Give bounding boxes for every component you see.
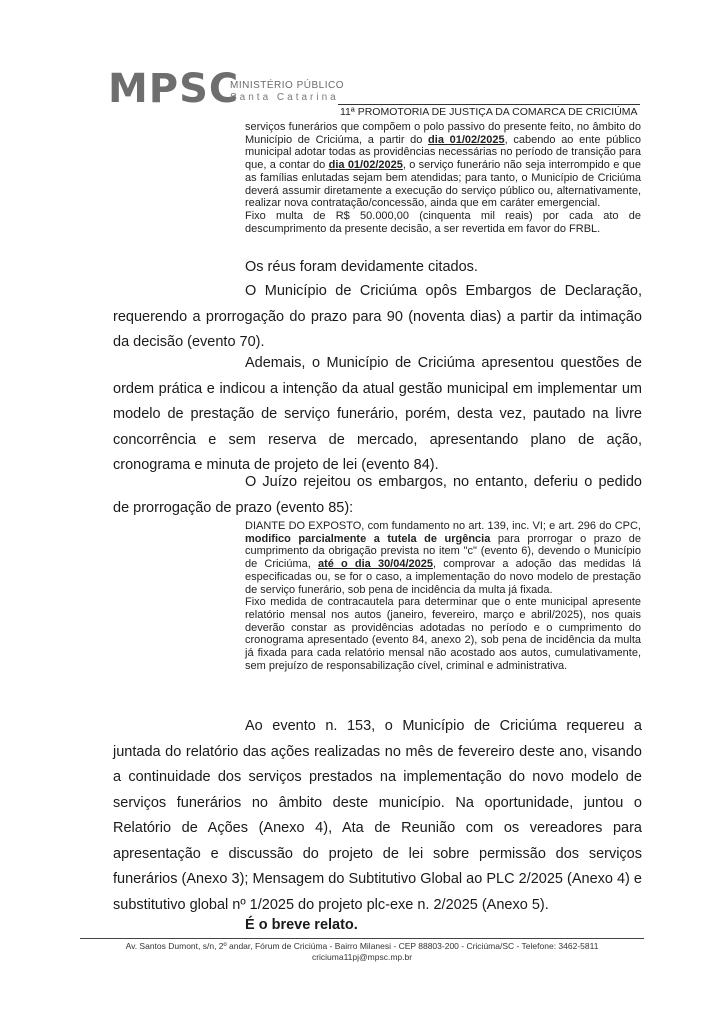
paragraph-evento-153 [113, 714, 642, 918]
paragraph-juizo [113, 470, 642, 521]
paragraph-embargos [113, 279, 642, 356]
citation-2-text-c: para prorrogar o prazo de cumprimento da obrigação prevista no item "c" (evento 6), devendo o Município de Criciúma, [245, 532, 641, 571]
header-title: 11ª PROMOTORIA DE JUSTIÇA DA COMARCA DE CRICIÚMA [340, 106, 638, 118]
logo-org-line2: Santa Catarina [230, 92, 339, 103]
footer-email: criciuma11pj@mpsc.mp.br [311, 952, 413, 962]
logo-mark: MPSC [108, 66, 240, 112]
footer-rule [80, 938, 644, 939]
paragraph-ademais-text: Ademais, o Município de Criciúma apresentou questões de ordem prática e indicou a intenção da atual gestão municipal em implementar um modelo de prestação de serviço funerário, porém, desta vez, pautado na livre concorrência e sem reserva de mercado, apresentando plano de ação, cronograma e minuta de projeto de lei (evento 84). [113, 355, 642, 473]
closing-statement: É o breve relato. [245, 917, 358, 933]
mpsc-logo [108, 66, 368, 112]
citation-1-paragraph-1 [245, 121, 641, 210]
citation-1-text-a: serviços funerários que compõem o polo passivo do presente feito, no âmbito do Município de Criciúma, a partir do [245, 121, 641, 146]
citation-2-text-a: DIANTE DO EXPOSTO, com fundamento no art. 139, inc. VI; e art. 296 do CPC, [245, 520, 641, 532]
logo-org-line1: MINISTÉRIO PÚBLICO [230, 80, 345, 91]
citation-2-deadline: até o dia 30/04/2025 [317, 558, 433, 571]
citation-2-paragraph-1 [245, 520, 641, 596]
footer [80, 941, 644, 963]
citation-1-text-c: , cabendo ao ente público municipal adotar todas as providências necessárias no período de transição para que, a contar do [245, 133, 641, 172]
citation-2-text-e: , comprovar a adoção das medidas lá especificadas ou, se for o caso, a implementação do novo modelo de prestação de serviço funerário, sob pena de incidência da multa já fixada. [245, 558, 641, 596]
footer-address: Av. Santos Dumont, s/n, 2º andar, Fórum de Criciúma - Bairro Milanesi - CEP 88803-200 - Criciúma/SC - Telefone: 3462-5811 [125, 941, 599, 951]
citation-1-date-2: dia 01/02/2025 [328, 159, 403, 172]
paragraph-ademais [113, 351, 642, 479]
citation-1-text-e: , o serviço funerário não seja interrompido e que as famílias enlutadas sejam bem atendidas; para tanto, o Município de Criciúma deverá assumir diretamente a execução do serviço público ou, alternativamente, realizar nova contratação/concessão, ainda que em caráter emergencial. [245, 159, 641, 210]
citation-1-date-1: dia 01/02/2025 [428, 133, 505, 146]
citation-block-2 [245, 520, 641, 672]
citation-2-bold-phrase: modifico parcialmente a tutela de urgência [245, 532, 491, 545]
header-rule [338, 104, 640, 105]
citation-2-paragraph-2: Fixo medida de contracautela para determinar que o ente municipal apresente relatório mensal nos autos (janeiro, fevereiro, março e abril/2025), nos quais deverão constar as providências adotadas no período e o cumprimento do cronograma apresentado (evento 84, anexo 2), sob pena de incidência da multa já fixada para cada relatório mensal não acostado aos autos, cumulativamente, sem prejuízo de responsabilização cível, criminal e administrativa. [245, 596, 641, 672]
citation-block-1 [245, 121, 641, 235]
paragraph-juizo-text: O Juízo rejeitou os embargos, no entanto, deferiu o pedido de prorrogação de prazo (evento 85): [113, 474, 642, 516]
paragraph-citados-text: Os réus foram devidamente citados. [245, 259, 478, 275]
paragraph-evento-153-text: Ao evento n. 153, o Município de Criciúma requereu a juntada do relatório das ações realizadas no mês de fevereiro deste ano, visando a continuidade dos serviços prestados na implementação do novo modelo de serviços funerários no âmbito deste município. Na oportunidade, juntou o Relatório de Ações (Anexo 4), Ata de Reunião com os vereadores para apresentação e discussão do projeto de lei sobre permissão dos serviços funerários (Anexo 3); Mensagem do Subtitutivo Global ao PLC 2/2025 (Anexo 4) e substitutivo global nº 1/2025 do projeto plc-exe n. 2/2025 (Anexo 5). [113, 718, 642, 913]
paragraph-citados [245, 255, 645, 281]
citation-1-paragraph-2: Fixo multa de R$ 50.000,00 (cinquenta mil reais) por cada ato de descumprimento da presente decisão, a ser revertida em favor do FRBL. [245, 209, 641, 235]
paragraph-embargos-text: O Município de Criciúma opôs Embargos de Declaração, requerendo a prorrogação do prazo para 90 (noventa dias) a partir da intimação da decisão (evento 70). [113, 283, 642, 350]
